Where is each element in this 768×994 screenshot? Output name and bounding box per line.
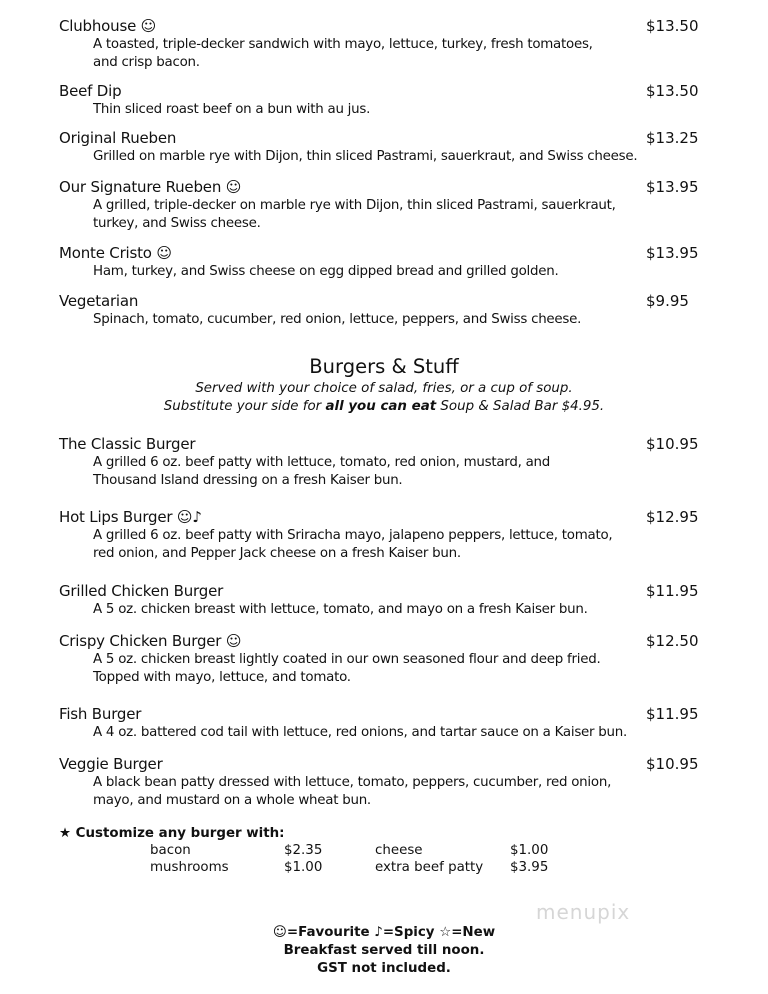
menu-item — [59, 754, 699, 810]
menu-item — [59, 128, 699, 166]
item-price: $9.95 — [646, 292, 689, 310]
watermark-logo: menupix — [536, 900, 631, 924]
item-description: A grilled, triple-decker on marble rye with Dijon, thin sliced Pastrami, sauerkraut, — [93, 198, 616, 213]
item-description: A 5 oz. chicken breast lightly coated in our own seasoned flour and deep fried. — [93, 652, 601, 667]
item-name: Veggie Burger — [59, 755, 163, 773]
item-description: and crisp bacon. — [93, 55, 200, 70]
item-name: The Classic Burger — [59, 435, 196, 453]
item-description: Thin sliced roast beef on a bun with au jus. — [93, 102, 371, 117]
item-description: A grilled 6 oz. beef patty with Sriracha mayo, jalapeno peppers, lettuce, tomato, — [93, 528, 613, 543]
addon-name: cheese — [375, 843, 423, 858]
item-description: A black bean patty dressed with lettuce, tomato, peppers, cucumber, red onion, — [93, 775, 612, 790]
legend: ☺=Favourite ♪=Spicy ☆=New — [272, 925, 496, 940]
addon-name: bacon — [150, 843, 191, 858]
customize-heading: ★ Customize any burger with: — [59, 826, 285, 841]
item-name: Our Signature Rueben ☺ — [59, 178, 242, 196]
item-price: $13.50 — [646, 82, 699, 100]
menu-item — [59, 507, 699, 563]
subtitle-text: Soup & Salad Bar $4.95. — [436, 399, 605, 414]
addon-price: $1.00 — [510, 843, 549, 858]
item-name: Fish Burger — [59, 705, 142, 723]
item-description: Ham, turkey, and Swiss cheese on egg dipped bread and grilled golden. — [93, 264, 559, 279]
item-description: A grilled 6 oz. beef patty with lettuce, tomato, red onion, mustard, and — [93, 455, 551, 470]
item-description: Grilled on marble rye with Dijon, thin sliced Pastrami, sauerkraut, and Swiss cheese. — [93, 149, 638, 164]
item-description: A 4 oz. battered cod tail with lettuce, red onions, and tartar sauce on a Kaiser bun. — [93, 725, 628, 740]
addon-price: $2.35 — [284, 843, 323, 858]
item-name: Beef Dip — [59, 82, 122, 100]
menu-item — [59, 243, 699, 281]
subtitle-emphasis: all you can eat — [325, 399, 437, 414]
section-title: Burgers & Stuff — [309, 355, 459, 378]
menu-item — [59, 16, 699, 72]
item-price: $13.50 — [646, 17, 699, 35]
footer-note: Breakfast served till noon. — [283, 943, 485, 958]
menu-item — [59, 704, 699, 742]
menu-item — [59, 81, 699, 119]
menu-item — [59, 291, 699, 329]
item-description: mayo, and mustard on a whole wheat bun. — [93, 793, 371, 808]
item-name: Original Rueben — [59, 129, 177, 147]
item-description: Thousand Island dressing on a fresh Kaiser bun. — [93, 473, 403, 488]
item-price: $12.95 — [646, 508, 699, 526]
item-description: red onion, and Pepper Jack cheese on a fresh Kaiser bun. — [93, 546, 461, 561]
item-description: Spinach, tomato, cucumber, red onion, lettuce, peppers, and Swiss cheese. — [93, 312, 582, 327]
item-price: $12.50 — [646, 632, 699, 650]
item-name: Clubhouse ☺ — [59, 17, 157, 35]
addon-price: $1.00 — [284, 860, 323, 875]
item-name: Crispy Chicken Burger ☺ — [59, 632, 242, 650]
menu-item — [59, 177, 699, 233]
item-price: $10.95 — [646, 755, 699, 773]
menu-item — [59, 434, 699, 490]
item-name: Grilled Chicken Burger — [59, 582, 224, 600]
item-price: $10.95 — [646, 435, 699, 453]
item-price: $13.95 — [646, 244, 699, 262]
item-price: $11.95 — [646, 705, 699, 723]
item-description: A 5 oz. chicken breast with lettuce, tomato, and mayo on a fresh Kaiser bun. — [93, 602, 588, 617]
addon-price: $3.95 — [510, 860, 549, 875]
subtitle-text: Substitute your side for — [163, 399, 326, 414]
addon-name: mushrooms — [150, 860, 229, 875]
item-description: Topped with mayo, lettuce, and tomato. — [93, 670, 351, 685]
item-description: A toasted, triple-decker sandwich with mayo, lettuce, turkey, fresh tomatoes, — [93, 37, 593, 52]
section-subtitle — [0, 398, 768, 416]
addon-name: extra beef patty — [375, 860, 484, 875]
item-price: $13.25 — [646, 129, 699, 147]
item-price: $11.95 — [646, 582, 699, 600]
item-price: $13.95 — [646, 178, 699, 196]
item-name: Vegetarian — [59, 292, 139, 310]
item-description: turkey, and Swiss cheese. — [93, 216, 261, 231]
footer-note: GST not included. — [317, 961, 451, 976]
menu-item — [59, 631, 699, 687]
section-subtitle: Served with your choice of salad, fries, or a cup of soup. — [195, 381, 573, 396]
item-name: Monte Cristo ☺ — [59, 244, 172, 262]
menu-item — [59, 581, 699, 619]
item-name: Hot Lips Burger ☺♪ — [59, 508, 202, 526]
